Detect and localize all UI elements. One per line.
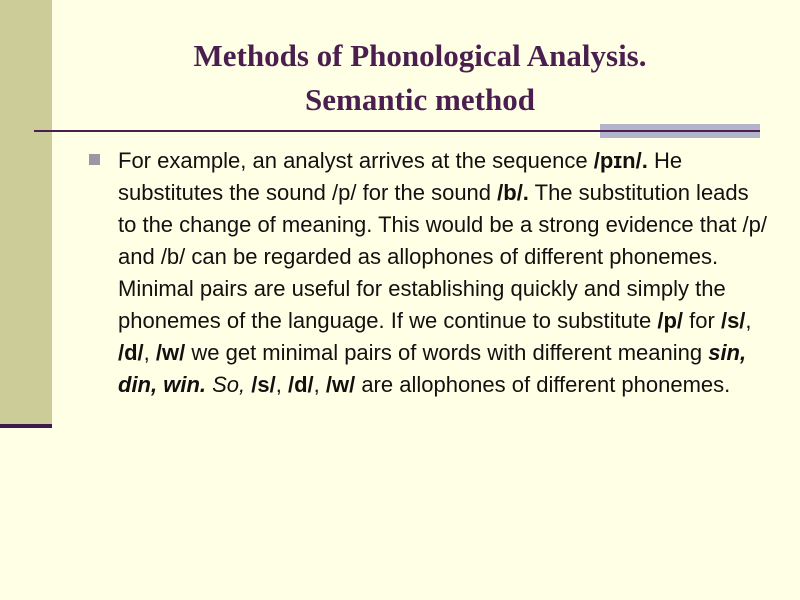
slide-title bbox=[60, 34, 780, 122]
body-text-span: are allophones of different phonemes. bbox=[355, 372, 731, 397]
body-text-span: for bbox=[683, 308, 721, 333]
body-text-span: , bbox=[313, 372, 326, 397]
slide-title-line-1: Methods of Phonological Analysis. bbox=[193, 38, 647, 73]
body-text-span: , bbox=[275, 372, 288, 397]
body-text-span: , bbox=[745, 308, 752, 333]
body-text-span: we get minimal pairs of words with different meaning bbox=[185, 340, 709, 365]
title-rule-line bbox=[34, 130, 760, 132]
body-text-bold: /w/ bbox=[155, 340, 186, 365]
slide-body bbox=[118, 145, 768, 401]
body-text-bold: /b/. bbox=[497, 180, 529, 205]
body-text-bold: /pɪn/. bbox=[593, 148, 648, 173]
body-text-bold: /w/ bbox=[325, 372, 356, 397]
body-text-span: , bbox=[143, 340, 156, 365]
body-text-span: For example, an analyst arrives at the sequence bbox=[118, 148, 594, 173]
body-text-bold: /p/ bbox=[657, 308, 684, 333]
body-text-span: He substitutes the sound /p/ for the sound bbox=[118, 148, 683, 205]
body-text-bold: /s/ bbox=[251, 372, 276, 397]
body-text-bold: /s/ bbox=[720, 308, 746, 333]
body-paragraph-2 bbox=[118, 273, 768, 401]
slide-title-line-2: Semantic method bbox=[305, 82, 535, 117]
body-text-bold-italic: sin, din, win. bbox=[118, 340, 747, 397]
body-text-bold: /d/ bbox=[287, 372, 314, 397]
body-text-span: The substitution leads to the change of meaning. This would be a strong evidence that /p/ and /b/ can be regarded as allophones of different phonemes. bbox=[118, 180, 768, 269]
body-text-span: Minimal pairs are useful for establishing quickly and simply the phonemes of the language. If we continue to substitute bbox=[118, 276, 726, 333]
body-text-bold: /d/ bbox=[118, 340, 144, 365]
left-bar-accent bbox=[0, 424, 52, 428]
body-paragraph-1 bbox=[118, 145, 768, 273]
body-text-italic: So, bbox=[206, 372, 252, 397]
left-decorative-bar bbox=[0, 0, 52, 425]
square-bullet-icon bbox=[89, 154, 100, 165]
